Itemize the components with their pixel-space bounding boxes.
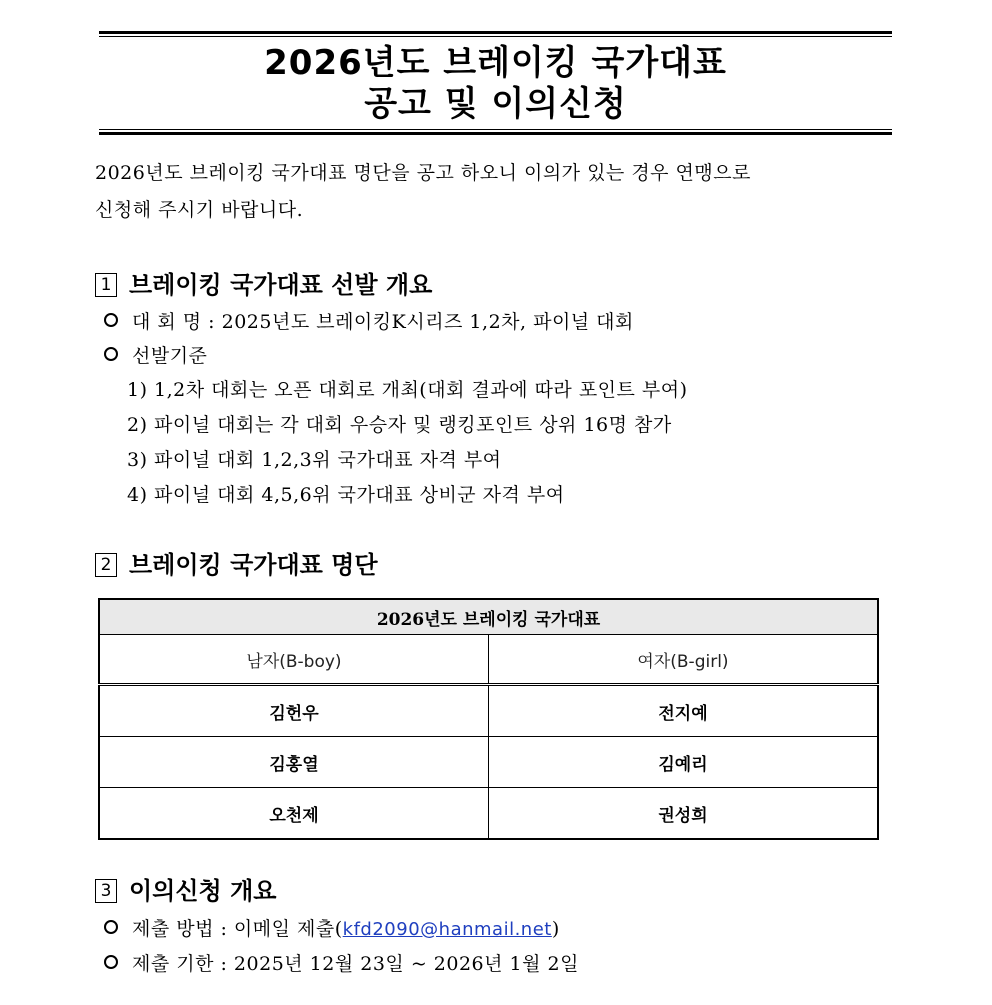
- section-1-heading: [95, 268, 432, 302]
- title-bottom-rule: [99, 132, 892, 135]
- title-line-2: 공고 및 이의신청: [364, 84, 627, 124]
- submission-deadline-text: 제출 기한 : 2025년 12월 23일 ~ 2026년 1월 2일: [132, 953, 579, 975]
- national-team-table: [98, 598, 879, 840]
- email-link[interactable]: kfd2090@hanmail.net: [342, 919, 552, 940]
- criteria-item-4: 4) 파이널 대회 4,5,6위 국가대표 상비군 자격 부여: [127, 484, 565, 506]
- section-1-title: 브레이킹 국가대표 선발 개요: [129, 271, 433, 299]
- page-title: [99, 37, 892, 129]
- bullet-submission-method: [104, 912, 560, 947]
- section-2-number-box: 2: [95, 553, 117, 577]
- male-member-name: 오천제: [99, 788, 489, 840]
- table-header-row: [99, 635, 878, 685]
- bullet-submission-deadline: [104, 947, 579, 981]
- criteria-item-1: 1) 1,2차 대회는 오픈 대회로 개최(대회 결과에 따라 포인트 부여): [127, 379, 688, 401]
- intro-line-1: 2026년도 브레이킹 국가대표 명단을 공고 하오니 이의가 있는 경우 연맹으로: [95, 162, 751, 184]
- table-row: [99, 737, 878, 788]
- male-member-name: 김홍열: [99, 737, 489, 788]
- section-3-number-box: 3: [95, 879, 117, 903]
- table-caption-row: [99, 599, 878, 635]
- section-2-heading: [95, 548, 378, 582]
- intro-paragraph: [95, 155, 885, 229]
- title-line-1: 2026년도 브레이킹 국가대표: [264, 43, 727, 83]
- bullet-criteria: [104, 339, 207, 373]
- title-bottom-rule-thin: [99, 129, 892, 130]
- title-block: [99, 31, 892, 135]
- circle-bullet-icon: [104, 955, 118, 969]
- intro-line-2: 신청해 주시기 바랍니다.: [95, 199, 304, 221]
- section-1-number-box: 1: [95, 273, 117, 297]
- criteria-item-2: 2) 파이널 대회는 각 대회 우승자 및 랭킹포인트 상위 16명 참가: [127, 414, 672, 436]
- column-header-male: 남자(B-boy): [99, 635, 489, 685]
- bullet-competition-text: 대 회 명 : 2025년도 브레이킹K시리즈 1,2차, 파이널 대회: [132, 311, 634, 333]
- submission-method-text: 제출 방법 : 이메일 제출(: [132, 918, 343, 940]
- male-member-name: 김헌우: [99, 685, 489, 737]
- bullet-competition: [104, 305, 634, 339]
- table-row: [99, 685, 878, 737]
- submission-method-suffix: ): [551, 918, 560, 940]
- title-top-rule: [99, 31, 892, 34]
- section-3-title: 이의신청 개요: [129, 877, 277, 905]
- circle-bullet-icon: [104, 313, 118, 327]
- column-header-female: 여자(B-girl): [489, 635, 879, 685]
- female-member-name: 전지예: [489, 685, 879, 737]
- criteria-item-3: 3) 파이널 대회 1,2,3위 국가대표 자격 부여: [127, 449, 502, 471]
- circle-bullet-icon: [104, 347, 118, 361]
- female-member-name: 김예리: [489, 737, 879, 788]
- section-2-title: 브레이킹 국가대표 명단: [129, 551, 378, 579]
- section-3-heading: [95, 874, 276, 908]
- circle-bullet-icon: [104, 920, 118, 934]
- table-row: [99, 788, 878, 840]
- table-caption: 2026년도 브레이킹 국가대표: [99, 599, 878, 635]
- bullet-criteria-text: 선발기준: [132, 345, 208, 367]
- female-member-name: 권성희: [489, 788, 879, 840]
